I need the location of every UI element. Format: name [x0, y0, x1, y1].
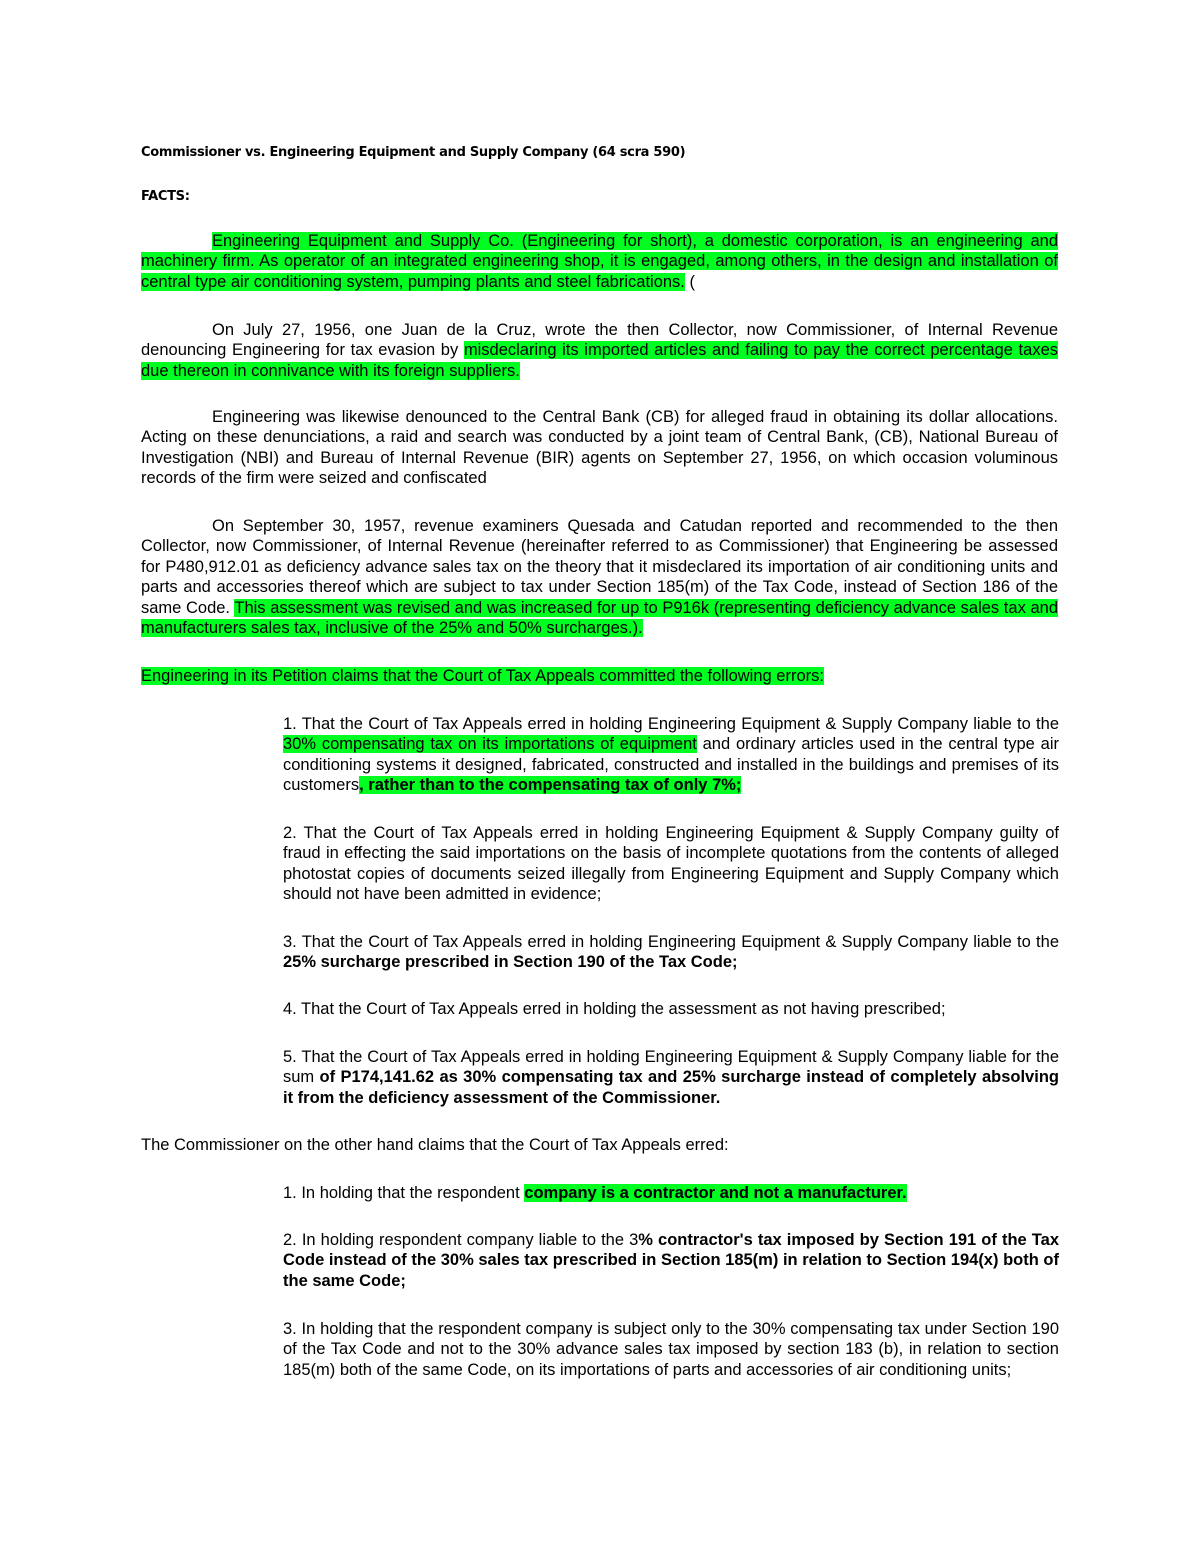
paragraph-text: On September 30, 1957, revenue examiners Quesada and Catudan reported and recommended to the then Collector, now Commissioner, of Internal Revenue (hereinafter referred to as Commissioner) that Engineering be assessed for P480,912.01 as deficiency advance sales tax on the theory that it misdeclared its importation of air conditioning units and parts and accessories thereof which are subject to tax under Section 185(m) of the Tax Code, instead of Section 186 of the same Code. [141, 517, 1058, 617]
paragraph-tail: ( [684, 272, 695, 291]
document-title: Commissioner vs. Engineering Equipment and Supply Company (64 scra 590) [141, 145, 686, 160]
petition-error-4 [283, 999, 1059, 1019]
commissioner-claim-1 [283, 1183, 1059, 1203]
highlighted-text: Engineering in its Petition claims that the Court of Tax Appeals committed the following errors: [141, 667, 824, 685]
item-text: 2. That the Court of Tax Appeals erred in holding Engineering Equipment & Supply Company guilty of fraud in effecting the said importations on the basis of incomplete quotations from the contents of alleged photostat copies of documents seized illegally from Engineering Equipment and Supply Company which should not have been admitted in evidence; [283, 824, 1059, 904]
commissioner-claim-3 [283, 1319, 1059, 1380]
commissioner-claim-2 [283, 1230, 1059, 1291]
paragraph-text: The Commissioner on the other hand claims that the Court of Tax Appeals erred: [141, 1136, 729, 1154]
petition-error-3 [283, 932, 1059, 973]
item-text: 1. In holding that the respondent [283, 1184, 525, 1202]
facts-paragraph-3 [141, 407, 1058, 489]
item-text: 5. That the Court of Tax Appeals erred in holding Engineering Equipment & Supply Company liable for the sum [283, 1048, 1059, 1087]
item-text: 3. That the Court of Tax Appeals erred in holding Engineering Equipment & Supply Company liable to the [283, 933, 1059, 951]
highlighted-text: misdeclaring its imported articles and failing to pay the correct percentage taxes due thereon in connivance with its foreign suppliers. [141, 341, 1058, 380]
item-text: 2. In holding respondent company liable to the 3 [283, 1231, 639, 1249]
item-text: 3. In holding that the respondent company is subject only to the 30% compensating tax under Section 190 of the Tax Code and not to the 30% advance sales tax imposed by section 183 (b), in relation to section 185(m) both of the same Code, on its importations of parts and accessories of air conditioning units; [283, 1320, 1059, 1379]
bold-text: of P174,141.62 as 30% compensating tax and 25% surcharge instead of completely absolving it from the deficiency assessment of the Commissioner. [283, 1068, 1059, 1107]
highlighted-bold-text: , rather than to the compensating tax of only 7%; [359, 776, 742, 795]
item-text: and ordinary articles used in the central type air conditioning systems it designed, fabricated, constructed and installed in the buildings and premises of its customers [283, 735, 1059, 795]
item-text: 4. That the Court of Tax Appeals erred in holding the assessment as not having prescribed; [283, 1000, 946, 1018]
petition-error-1 [283, 714, 1059, 796]
highlighted-text: This assessment was revised and was increased for up to P916k (representing deficiency advance sales tax and manufacturers sales tax, inclusive of the 25% and 50% surcharges.). [141, 598, 1058, 638]
highlighted-bold-text: company is a contractor and not a manufacturer. [524, 1184, 907, 1202]
paragraph-text: On July 27, 1956, one Juan de la Cruz, wrote the then Collector, now Commissioner, of Internal Revenue denouncing Engineering for tax evasion by [141, 321, 1058, 360]
item-text: 1. That the Court of Tax Appeals erred in holding Engineering Equipment & Supply Company liable to the [283, 715, 1059, 733]
petition-error-2 [283, 823, 1059, 905]
paragraph-text: Engineering was likewise denounced to the Central Bank (CB) for alleged fraud in obtaining its dollar allocations. Acting on these denunciations, a raid and search was conducted by a joint team of Central Bank, (CB), National Bureau of Investigation (NBI) and Bureau of Internal Revenue (BIR) agents on September 27, 1956, on which occasion voluminous records of the firm were seized and confiscated [141, 408, 1058, 488]
facts-paragraph-4 [141, 516, 1058, 638]
highlighted-text: Engineering Equipment and Supply Co. (Engineering for short), a domestic corporation, is an engineering and machinery firm. As operator of an integrated engineering shop, it is engaged, among others, in the design and installation of central type air conditioning system, pumping plants and steel fabrications. [141, 232, 1058, 291]
commissioner-claims-intro [141, 1135, 1058, 1155]
facts-heading: FACTS: [141, 189, 190, 204]
facts-paragraph-1 [141, 231, 1058, 292]
bold-text: 25% surcharge prescribed in Section 190 of the Tax Code; [283, 953, 738, 972]
highlighted-text: 30% compensating tax on its importations of equipment [283, 735, 697, 754]
petition-error-5 [283, 1047, 1059, 1108]
petition-errors-intro [141, 666, 1058, 686]
bold-text: % contractor's tax imposed by Section 191 of the Tax Code instead of the 30% sales tax prescribed in Section 185(m) in relation to Section 194(x) both of the same Code; [283, 1231, 1059, 1290]
facts-paragraph-2 [141, 320, 1058, 381]
